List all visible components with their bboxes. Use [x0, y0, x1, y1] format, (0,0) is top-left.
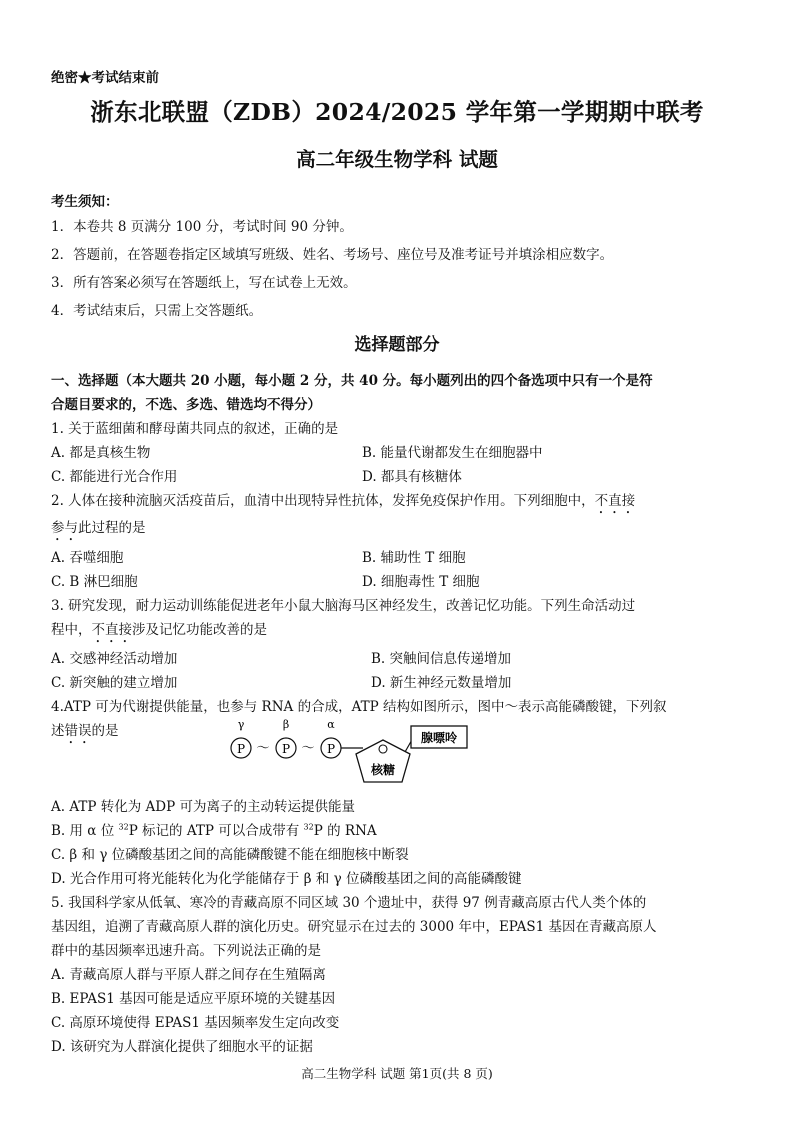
emphasis-text: 不直接 — [91, 622, 132, 638]
q1-option-d: D. 都具有核糖体 — [362, 469, 462, 485]
q5-stem-line3: 群中的基因频率迅速升高。下列说法正确的是 — [51, 943, 321, 959]
notice-item: 4．考试结束后，只需上交答题纸。 — [51, 303, 263, 319]
ring-oxygen — [379, 745, 387, 753]
q4-option-d: D. 光合作用可将光能转化为化学能储存于 β 和 γ 位磷酸基团之间的高能磷酸键 — [51, 871, 522, 887]
q2-option-c: C. B 淋巴细胞 — [51, 574, 138, 590]
emphasis-text: 不直接 — [594, 493, 636, 509]
ribose-label: 核糖 — [370, 763, 396, 777]
high-energy-bond: ～ — [256, 741, 270, 756]
q5-option-a: A. 青藏高原人群与平原人群之间存在生殖隔离 — [51, 967, 326, 983]
exam-subtitle: 高二年级生物学科 试题 — [296, 148, 498, 171]
q5-stem: 5. 我国科学家从低氧、寒冷的青藏高原不同区域 30 个遗址中，获得 97 例青藏高原古代人类个体的 — [51, 895, 647, 911]
q5-stem-line2: 基因组，追溯了青藏高原人群的演化历史。研究显示在过去的 3000 年中，EPAS1 基因在青藏高原人 — [51, 919, 657, 935]
q2-stem: 2. 人体在接种流脑灭活疫苗后，血清中出现特异性抗体，发挥免疫保护作用。下列细胞中，不直接 — [51, 493, 636, 509]
emphasis-text: 参与 — [51, 520, 78, 536]
notice-heading: 考生须知： — [51, 194, 119, 210]
q1-option-b: B. 能量代谢都发生在细胞器中 — [362, 445, 543, 461]
q2-option-d: D. 细胞毒性 T 细胞 — [362, 574, 480, 590]
q2-option-b: B. 辅助性 T 细胞 — [362, 550, 466, 566]
notice-item: 3．所有答案必须写在答题纸上，写在试卷上无效。 — [51, 275, 357, 291]
q3-option-c: C. 新突触的建立增加 — [51, 675, 178, 691]
q5-option-c: C. 高原环境使得 EPAS1 基因频率发生定向改变 — [51, 1015, 340, 1031]
exam-title: 浙东北联盟（ZDB）2024/2025 学年第一学期期中联考 — [90, 98, 704, 126]
confidential-label: 绝密★考试结束前 — [51, 70, 159, 86]
q1-option-a: A. 都是真核生物 — [51, 445, 151, 461]
q4-option-a: A. ATP 转化为 ADP 可为离子的主动转运提供能量 — [51, 799, 355, 815]
q1-option-c: C. 都能进行光合作用 — [51, 469, 178, 485]
emphasis-text: 错误 — [64, 723, 92, 739]
q4-option-b: B. 用 α 位 $^{32}$P 标记的 ATP 可以合成带有 $^{32}$P 的 RNA — [51, 822, 377, 839]
phosphate-label: P — [326, 742, 336, 756]
gamma-label: γ — [237, 718, 245, 731]
q4-stem-line2: 述错误的是 — [51, 723, 119, 739]
notice-item: 1．本卷共 8 页满分 100 分，考试时间 90 分钟。 — [51, 219, 353, 235]
section-intro: 一、选择题（本大题共 20 小题，每小题 2 分，共 40 分。每小题列出的四个备选项中只有一个是符 — [51, 373, 653, 389]
q5-option-b: B. EPAS1 基因可能是适应平原环境的关键基因 — [51, 991, 336, 1007]
q1-stem: 1. 关于蓝细菌和酵母菌共同点的叙述，正确的是 — [51, 421, 339, 437]
q2-stem-line2: 参与此过程的是 — [51, 520, 146, 536]
q5-option-d: D. 该研究为人群演化提供了细胞水平的证据 — [51, 1039, 313, 1055]
atp-structure-diagram — [225, 716, 475, 788]
q2-option-a: A. 吞噬细胞 — [51, 550, 124, 566]
phosphate-label: P — [281, 742, 291, 756]
section-intro: 合题目要求的，不选、多选、错选均不得分） — [51, 397, 321, 413]
alpha-label: α — [327, 718, 335, 731]
q4-stem: 4.ATP 可为代谢提供能量，也参与 RNA 的合成，ATP 结构如图所示，图中～表示高能磷酸键，下列叙 — [51, 699, 667, 715]
q3-stem-line2: 程中，不直接涉及记忆功能改善的是 — [51, 622, 267, 638]
q3-stem: 3. 研究发现，耐力运动训练能促进老年小鼠大脑海马区神经发生，改善记忆功能。下列生命活动过 — [51, 598, 636, 614]
high-energy-bond: ～ — [301, 741, 315, 756]
q4-option-c: C. β 和 γ 位磷酸基团之间的高能磷酸键不能在细胞核中断裂 — [51, 847, 409, 863]
adenine-label: 腺嘌呤 — [420, 731, 458, 745]
section-title: 选择题部分 — [354, 335, 440, 355]
beta-label: β — [282, 718, 290, 731]
page-footer: 高二生物学科 试题 第1页(共 8 页) — [301, 1066, 493, 1081]
q3-option-d: D. 新生神经元数量增加 — [371, 675, 512, 691]
notice-item: 2．答题前，在答题卷指定区域填写班级、姓名、考场号、座位号及准考证号并填涂相应数字。 — [51, 247, 614, 263]
q3-option-b: B. 突触间信息传递增加 — [371, 651, 512, 667]
q3-option-a: A. 交感神经活动增加 — [51, 651, 178, 667]
phosphate-label: P — [236, 742, 246, 756]
